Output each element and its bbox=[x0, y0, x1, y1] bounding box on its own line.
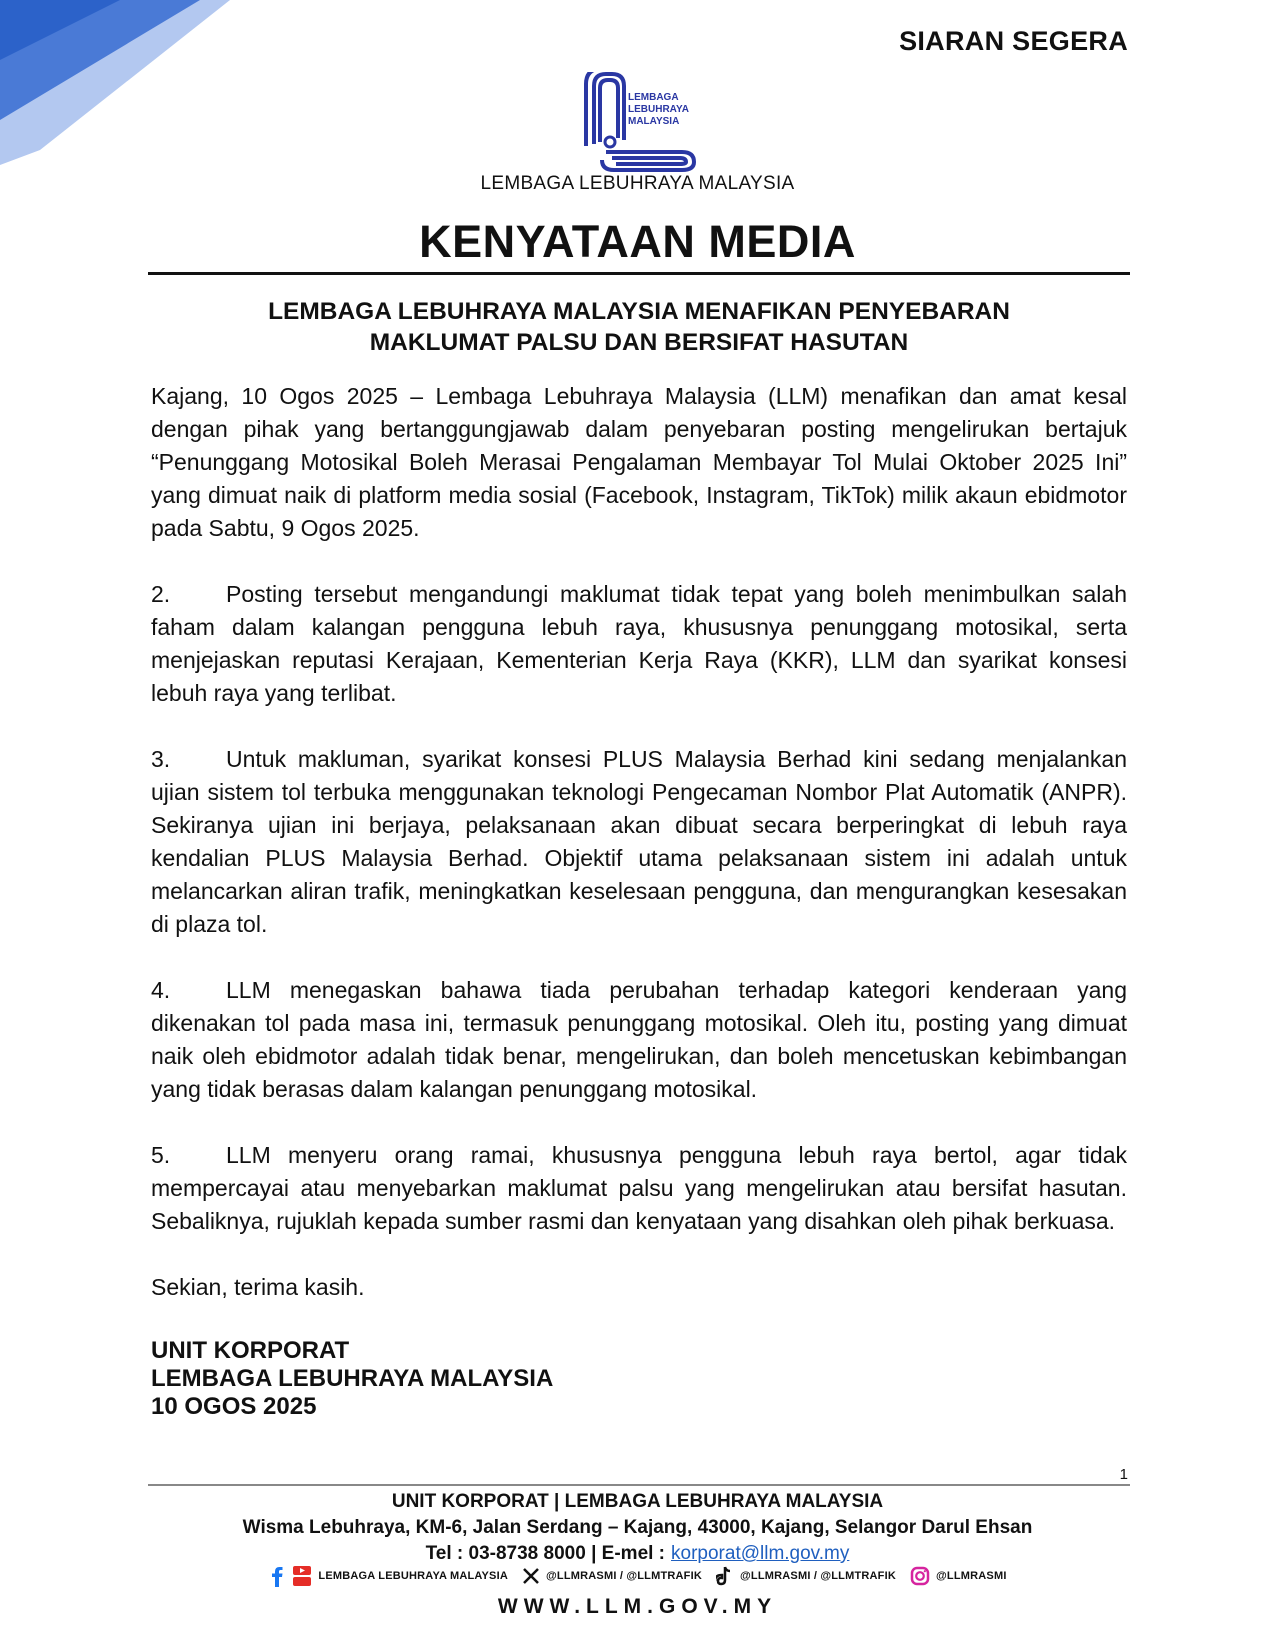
social-media-bar bbox=[0, 1565, 1275, 1587]
footer-org-line: UNIT KORPORAT | LEMBAGA LEBUHRAYA MALAYSIA bbox=[391, 1491, 884, 1512]
social-instagram-label: @LLMRASMI bbox=[936, 1570, 1007, 1582]
social-instagram[interactable] bbox=[910, 1566, 1007, 1586]
paragraph-5-text: LLM menyeru orang ramai, khususnya pengguna lebuh raya bertol, agar tidak mempercayai atau menyebarkan maklumat palsu yang mengelirukan atau bersifat hasutan. Sebaliknya, rujuklah kepada sumber rasmi dan kenyataan yang disahkan oleh pihak berkuasa. bbox=[151, 1142, 1127, 1234]
paragraph-2-number: 2. bbox=[151, 581, 171, 607]
social-x[interactable] bbox=[522, 1567, 702, 1585]
logo-text-2: LEBUHRAYA bbox=[628, 104, 689, 115]
document-title: KENYATAAN MEDIA bbox=[419, 216, 856, 267]
paragraph-1 bbox=[151, 380, 1127, 545]
logo-text-1: LEMBAGA bbox=[628, 92, 679, 103]
x-icon bbox=[522, 1567, 540, 1585]
title-divider bbox=[148, 272, 1130, 275]
corner-decoration bbox=[0, 0, 240, 170]
social-tiktok[interactable] bbox=[716, 1566, 896, 1586]
signature-unit: UNIT KORPORAT bbox=[151, 1337, 350, 1364]
paragraph-3-number: 3. bbox=[151, 746, 171, 772]
closing-line: Sekian, terima kasih. bbox=[151, 1274, 365, 1300]
social-tiktok-label: @LLMRASMI / @LLMTRAFIK bbox=[740, 1570, 896, 1582]
footer-email-link[interactable]: korporat@llm.gov.my bbox=[671, 1543, 850, 1564]
document-body bbox=[151, 380, 1127, 1421]
paragraph-2 bbox=[151, 578, 1127, 710]
instagram-icon bbox=[910, 1566, 930, 1586]
paragraph-5 bbox=[151, 1139, 1127, 1238]
footer-contact bbox=[0, 1541, 1275, 1567]
tiktok-icon bbox=[716, 1566, 734, 1586]
paragraph-3-text: Untuk makluman, syarikat konsesi PLUS Malaysia Berhad kini sedang menjalankan ujian sistem tol terbuka menggunakan teknologi Pengecaman Nombor Plat Automatik (ANPR). Sekiranya ujian ini berjaya, pelaksanaan akan dibuat secara berperingkat di lebuh raya kendalian PLUS Malaysia Berhad. Objektif utama pelaksanaan sistem ini adalah untuk melancarkan aliran trafik, meningkatkan keselesaan pengguna, dan mengurangkan kesesakan di plaza tol. bbox=[151, 746, 1127, 937]
footer-address: Wisma Lebuhraya, KM-6, Jalan Serdang – Kajang, 43000, Kajang, Selangor Darul Ehsan bbox=[242, 1517, 1033, 1538]
paragraph-4-text: LLM menegaskan bahawa tiada perubahan terhadap kategori kenderaan yang dikenakan tol pada masa ini, termasuk penunggang motosikal. Oleh itu, posting yang dimuat naik oleh ebidmotor adalah tidak benar, mengelirukan, dan boleh mencetuskan kebimbangan yang tidak berasas dalam kalangan penunggang motosikal. bbox=[151, 977, 1127, 1102]
signature-date: 10 OGOS 2025 bbox=[151, 1393, 317, 1420]
paragraph-4 bbox=[151, 974, 1127, 1106]
signature-org: LEMBAGA LEBUHRAYA MALAYSIA bbox=[151, 1365, 554, 1392]
llm-logo bbox=[584, 72, 696, 172]
logo-text-3: MALAYSIA bbox=[628, 116, 680, 127]
social-x-label: @LLMRASMI / @LLMTRAFIK bbox=[546, 1570, 702, 1582]
headline-line-2: MAKLUMAT PALSU DAN BERSIFAT HASUTAN bbox=[369, 329, 909, 356]
facebook-icon bbox=[268, 1565, 286, 1587]
footer-contact-text: Tel : 03-8738 8000 | E-mel : bbox=[425, 1543, 666, 1564]
signature-block bbox=[151, 1337, 1127, 1421]
page-number: 1 bbox=[1119, 1466, 1128, 1483]
paragraph-5-number: 5. bbox=[151, 1142, 171, 1168]
headline bbox=[148, 296, 1130, 358]
footer bbox=[0, 1489, 1275, 1567]
headline-line-1: LEMBAGA LEBUHRAYA MALAYSIA MENAFIKAN PENYEBARAN bbox=[268, 298, 1010, 325]
footer-divider bbox=[148, 1484, 1130, 1486]
paragraph-2-text: Posting tersebut mengandungi maklumat tidak tepat yang boleh menimbulkan salah faham dalam kalangan pengguna lebuh raya, khususnya penunggang motosikal, serta menjejaskan reputasi Kerajaan, Kementerian Kerja Raya (KKR), LLM dan syarikat konsesi lebuh raya yang terlibat. bbox=[151, 581, 1127, 706]
release-tag: SIARAN SEGERA bbox=[899, 26, 1128, 56]
youtube-icon bbox=[292, 1565, 312, 1587]
paragraph-4-number: 4. bbox=[151, 977, 171, 1003]
social-facebook-youtube-label: LEMBAGA LEBUHRAYA MALAYSIA bbox=[318, 1570, 508, 1582]
paragraph-3 bbox=[151, 743, 1127, 941]
logo-caption: LEMBAGA LEBUHRAYA MALAYSIA bbox=[480, 173, 795, 194]
social-facebook-youtube[interactable] bbox=[268, 1565, 508, 1587]
website-url[interactable]: WWW.LLM.GOV.MY bbox=[497, 1595, 778, 1618]
paragraph-1-text: Kajang, 10 Ogos 2025 – Lembaga Lebuhraya Malaysia (LLM) menafikan dan amat kesal dengan pihak yang bertanggungjawab dalam penyebaran posting mengelirukan bertajuk “Penunggang Motosikal Boleh Merasai Pengalaman Membayar Tol Mulai Oktober 2025 Ini” yang dimuat naik di platform media sosial (Facebook, Instagram, TikTok) milik akaun ebidmotor pada Sabtu, 9 Ogos 2025. bbox=[151, 383, 1127, 541]
